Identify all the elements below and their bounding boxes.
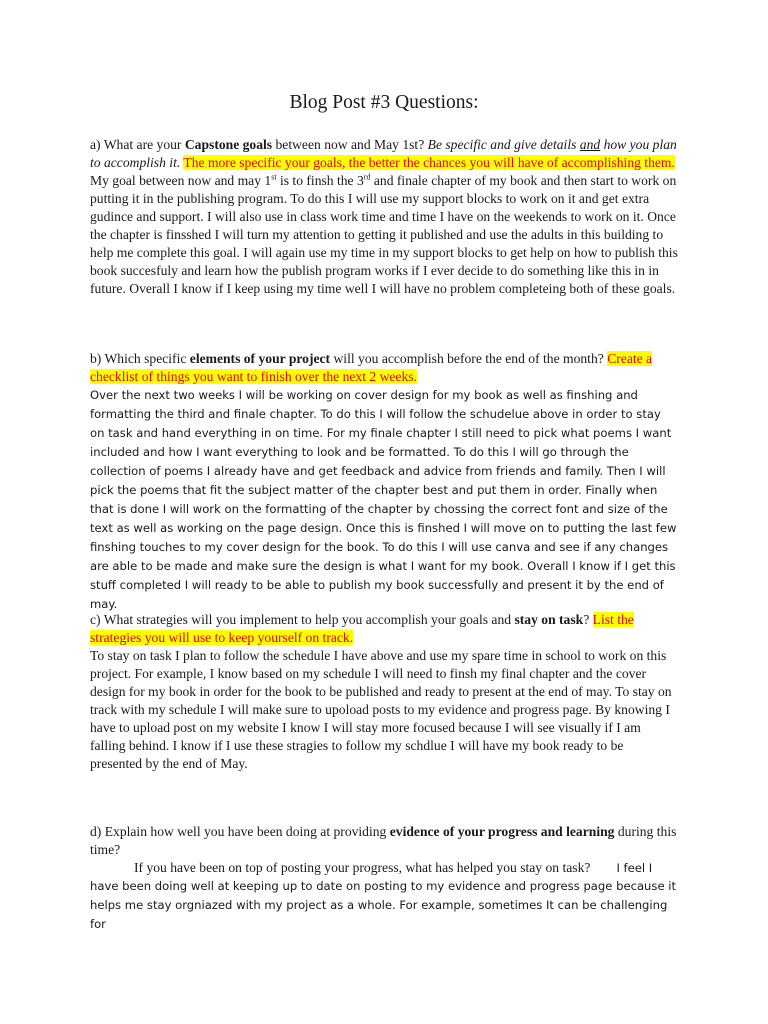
question-c [90,611,678,647]
question-c-highlight: List the strategies you will use to keep yourself on track. [90,612,634,645]
question-d-mid: during this time? [90,824,677,857]
question-d-subquestion-line [90,859,678,877]
question-a-mid: between now and May 1st? [272,137,428,152]
answer-c: To stay on task I plan to follow the schedule I have above and use my spare time in school to work on this project. For example, I know based on my schedule I will need to finsh my final chapter and the cover design for my book in order for the book to be published and ready to present at the end of may. To stay on track with my schedule I will make sure to upoload posts to my evidence and progress page. By knowing I have to upload post on my website I know I will stay more focused because I will see visually if I am falling behind. I know if I use these stragies to follow my schdlue I will have my book ready to be presented by the end of May. [90,648,672,771]
question-a-highlight: The more specific your goals, the better the chances you will have of accomplishing them. [183,155,675,170]
question-c-prefix: c) What strategies will you implement to help you accomplish your goals and [90,612,515,627]
question-b-bold: elements of your project [189,351,331,366]
question-b [90,350,678,386]
question-b-mid: will you accomplish before the end of the month? [330,351,608,366]
question-a-prefix: a) What are your [90,137,185,152]
question-a-italic-2: how you plan to accomplish it. [90,137,677,170]
question-d-prefix: d) Explain how well you have been doing at providing [90,824,390,839]
answer-a-part-3: and finale chapter of my book and then start to work on putting it in the publishing program. To do this I will use my support blocks to work on it and get extra gudince and support. I will also use in class work time and time I have on the weekends to work on it. Once the chapter is finsshed I will turn my attention to getting it published and use the adults in this building to help me complete this goal. I will again use my time in my support blocks to get help on how to publish this book succesfuly and learn how the publish program works if I ever decide to do something like this in in future. Overall I know if I keep using my time well I will have no problem completeing both of these goals. [90,173,678,296]
question-b-prefix: b) Which specific [90,351,190,366]
question-d [90,823,678,859]
answer-a-sup-2: rd [363,172,371,182]
answer-d-start: I feel I [616,861,653,875]
page-title: Blog Post #3 Questions: [289,92,479,113]
question-c-mid: ? [583,612,593,627]
question-d-bold: evidence of your progress and learning [389,824,615,839]
answer-d: have been doing well at keeping up to date on posting to my evidence and progress page because it helps me stay orgniazed with my project as a whole. For example, sometimes It can be challenging for [90,879,677,931]
answer-a-sup-1: st [271,172,277,182]
question-a-bold: Capstone goals [184,137,273,152]
question-d-subquestion: If you have been on top of posting your progress, what has helped you stay on task? [134,860,591,875]
question-b-highlight: Create a checklist of things you want to finish over the next 2 weeks. [90,351,653,384]
question-a [90,136,678,298]
answer-a-part-1: My goal between now and may 1 [90,173,272,188]
question-a-italic-underlined: and [579,137,601,152]
question-a-italic-1: Be specific and give details [427,137,580,152]
question-c-bold: stay on task [514,612,584,627]
answer-a-part-2: is to finsh the 3 [276,173,364,188]
answer-b: Over the next two weeks I will be working on cover design for my book as well as finshing and formatting the third and finale chapter. To do this I will follow the schudelue above in order to stay on task and hand everything in on time. For my finale chapter I still need to pick what poems I want included and how I want everything to look and be formatted. To do this I will go through the collection of poems I already have and get feedback and advice from friends and family. Then I will pick the poems that fit the subject matter of the chapter best and put them in order. Finally when that is done I will work on the formatting of the chapter by chossing the correct font and size of the text as well as working on the page design. Once this is finshed I will move on to putting the last few finshing touches to my cover design for the book. To do this I will use canva and see if any changes are able to be made and make sure the design is what I want for my book. Overall I know if I get this stuff completed I will ready to be able to publish my book successfully and present it by the end of may. [90,388,677,611]
